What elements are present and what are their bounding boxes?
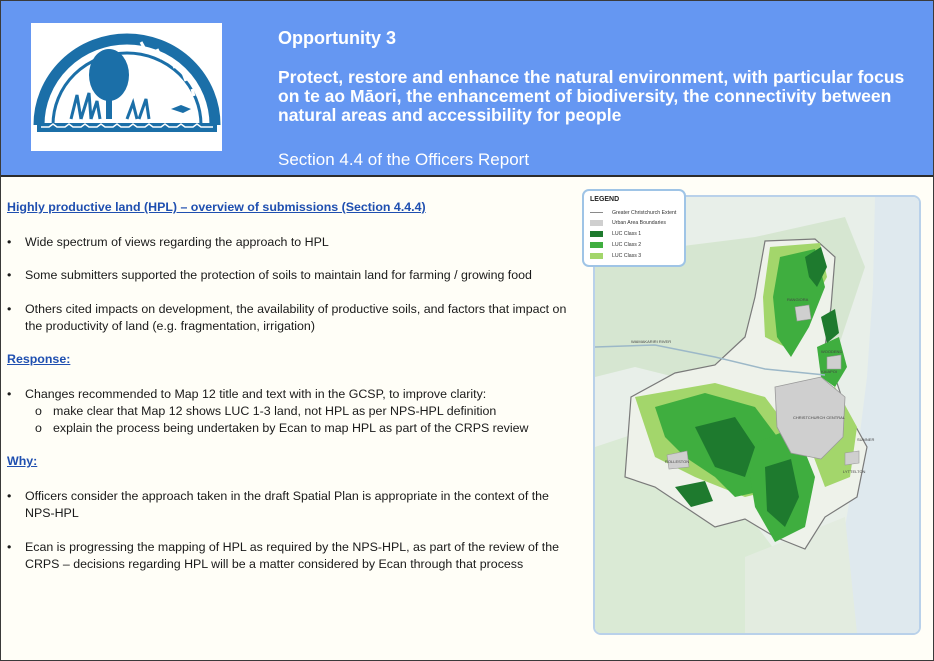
why-heading: Why: <box>7 454 38 468</box>
legend-item: LUC Class 2 <box>590 241 641 248</box>
legend-item: LUC Class 1 <box>590 230 641 237</box>
list-item: • Changes recommended to Map 12 title and text with in the GCSP, to improve clarity: <box>7 387 487 401</box>
bullet-symbol: • <box>7 268 12 282</box>
legend-swatch <box>590 253 603 259</box>
slide-header <box>1 1 933 177</box>
legend-swatch <box>590 220 603 226</box>
list-item: • Others cited impacts on development, the availability of productive soils, and factors that impact on the productivity of land (e.g. fragmentation, irrigation) <box>7 302 567 333</box>
map-label: LYTTELTON <box>843 469 866 474</box>
sub-list-item: o make clear that Map 12 shows LUC 1-3 land, not HPL as per NPS-HPL definition <box>35 404 497 418</box>
hpl-overview-heading: Highly productive land (HPL) – overview of submissions (Section 4.4.4) <box>7 200 426 214</box>
legend-title: LEGEND <box>590 196 620 203</box>
map-legend <box>582 189 686 267</box>
map-label: ROLLESTON <box>665 459 690 464</box>
logo <box>31 23 222 151</box>
legend-swatch <box>590 231 603 237</box>
list-item: • Some submitters supported the protection of soils to maintain land for farming / growing food <box>7 268 532 282</box>
legend-swatch <box>590 242 603 248</box>
sub-bullet-symbol: o <box>35 404 42 418</box>
bullet-symbol: • <box>7 235 12 249</box>
map-label: SUMNER <box>857 437 875 442</box>
map-label: CHRISTCHURCH CENTRAL <box>793 415 846 420</box>
map-label: KAIAPOI <box>821 369 838 374</box>
main-content <box>1 177 591 660</box>
opportunity-label: Opportunity 3 <box>278 28 396 48</box>
list-item: • Ecan is progressing the mapping of HPL as required by the NPS-HPL, as part of the review of the CRPS – decisions regarding HPL will be a matter considered by Ecan through that process <box>7 540 559 571</box>
logo-emblem <box>31 23 222 151</box>
legend-item: LUC Class 3 <box>590 252 641 259</box>
legend-item: Greater Christchurch Extent <box>590 209 676 216</box>
bullet-symbol: • <box>7 540 12 554</box>
bullet-symbol: • <box>7 489 12 503</box>
legend-swatch <box>590 212 603 213</box>
response-heading: Response: <box>7 352 71 366</box>
page-title: Protect, restore and enhance the natural environment, with particular focus on te ao Māori, the enhancement of biodiversity, the connectivity between natural areas and accessibility for people <box>278 67 905 125</box>
bullet-symbol: • <box>7 302 12 316</box>
list-item: • Wide spectrum of views regarding the approach to HPL <box>7 235 329 249</box>
legend-item: Urban Area Boundaries <box>590 219 666 226</box>
bullet-symbol: • <box>7 387 12 401</box>
map-label: RANGIORA <box>787 297 809 302</box>
map-label: WAIMAKARIRI RIVER <box>631 339 672 344</box>
map-label: WOODEND <box>821 349 843 354</box>
sub-list-item: o explain the process being undertaken by Ecan to map HPL as part of the CRPS review <box>35 421 529 435</box>
list-item: • Officers consider the approach taken in the draft Spatial Plan is appropriate in the context of the NPS-HPL <box>7 489 549 520</box>
sub-bullet-symbol: o <box>35 421 42 435</box>
section-reference: Section 4.4 of the Officers Report <box>278 150 530 169</box>
